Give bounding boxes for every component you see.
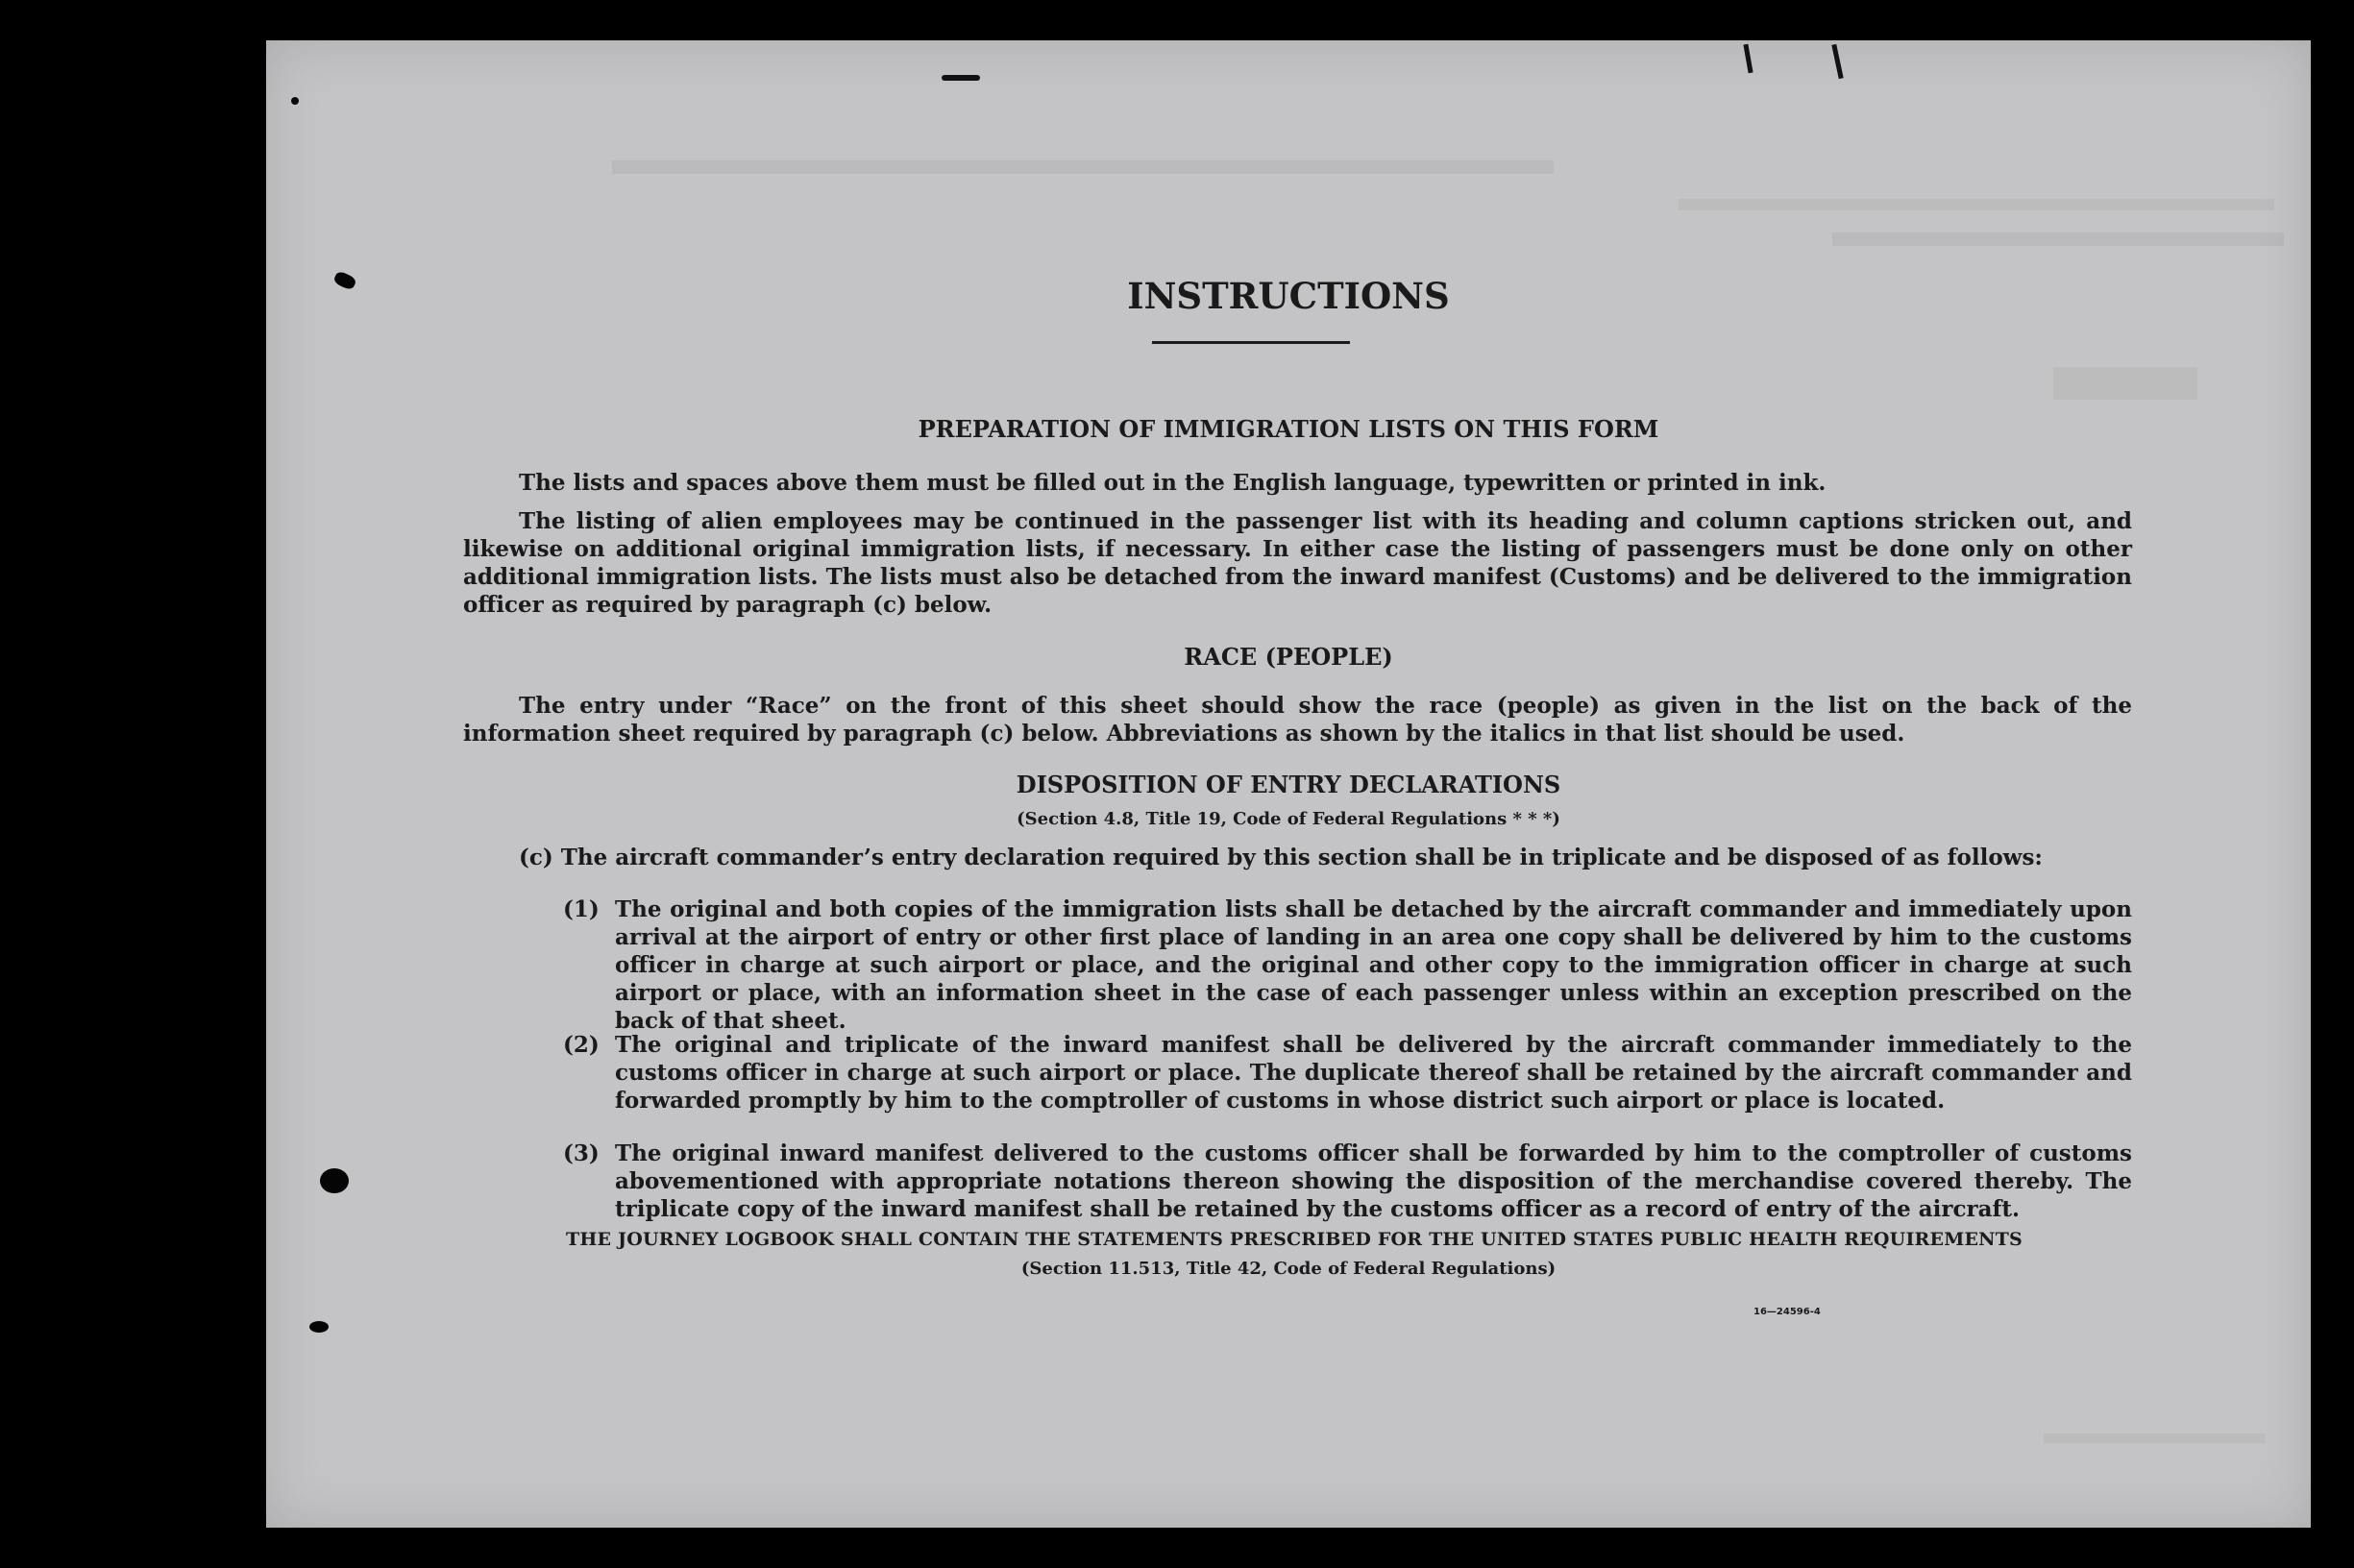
scan-speck <box>309 1321 329 1333</box>
heading-race: RACE (PEOPLE) <box>1184 643 1393 671</box>
list-item-text: The original inward manifest delivered to the customs officer shall be forwarded by him to the comptroller of customs abovementioned with appropriate notations thereon showing the disposition of the merchandise covered thereby. The triplicate copy of the inward manifest shall be retained by the customs officer as a record of entry of the aircraft. <box>615 1140 2132 1222</box>
scan-speck <box>320 1168 349 1193</box>
paragraph-text: The entry under “Race” on the front of this sheet should show the race (people) as given in the list on the back of the information sheet required by paragraph (c) below. Abbreviations as shown by the italics in that list should be used. <box>463 693 2132 747</box>
list-item-2 <box>563 1031 2132 1115</box>
document-sheet <box>266 40 2311 1528</box>
list-item-3 <box>563 1139 2132 1223</box>
page-title: INSTRUCTIONS <box>1127 275 1450 317</box>
list-item-number: (3) <box>563 1140 600 1166</box>
disposition-citation: (Section 4.8, Title 19, Code of Federal Regulations * * *) <box>1017 809 1560 829</box>
paragraph-text: (c) The aircraft commander’s entry declaration required by this section shall be in triplicate and be disposed of as follows: <box>519 845 2043 870</box>
list-item-text: The original and both copies of the immigration lists shall be detached by the aircraft commander and immediately upon arrival at the airport of entry or other first place of landing in an area one copy shall be delivered by him to the customs officer in charge at such airport or place, and the original and other copy to the immigration officer in charge at such airport or place, with an information sheet in the case of each passenger unless within an exception prescribed on the back of that sheet. <box>615 896 2132 1034</box>
title-underline <box>1152 341 1350 344</box>
heading-disposition: DISPOSITION OF ENTRY DECLARATIONS <box>1016 771 1561 798</box>
list-item-number: (1) <box>563 896 600 922</box>
journey-logbook-notice: THE JOURNEY LOGBOOK SHALL CONTAIN THE STATEMENTS PRESCRIBED FOR THE UNITED STATES PUBLIC HEALTH REQUIREMENTS <box>566 1229 2023 1250</box>
journey-logbook-citation: (Section 11.513, Title 42, Code of Federal Regulations) <box>1020 1259 1557 1279</box>
list-item-text: The original and triplicate of the inward manifest shall be delivered by the aircraft commander immediately to the customs officer in charge at such airport or place. The duplicate thereof shall be retained by the aircraft commander and forwarded promptly by him to the comptroller of customs in whose district such airport or place is located. <box>615 1032 2132 1114</box>
instructions-content <box>266 40 2311 1528</box>
heading-preparation: PREPARATION OF IMMIGRATION LISTS ON THIS FORM <box>918 415 1659 443</box>
paragraph-disposition-intro <box>463 844 2132 871</box>
paragraph-text: The lists and spaces above them must be filled out in the English language, typewritten or printed in ink. <box>519 470 1827 496</box>
list-item-1 <box>563 895 2132 1035</box>
paragraph-preparation-2 <box>463 507 2132 619</box>
paragraph-race <box>463 692 2132 747</box>
paragraph-text: The listing of alien employees may be continued in the passenger list with its heading and column captions stricken out, and likewise on additional original immigration lists, if necessary. In either case the listing of passengers must be done only on other additional immigration lists. The lists must also be detached from the inward manifest (Customs) and be delivered to the immigration officer as required by paragraph (c) below. <box>463 508 2132 618</box>
list-item-number: (2) <box>563 1032 600 1058</box>
form-number: 16—24596-4 <box>1753 1307 1821 1317</box>
paragraph-preparation-1 <box>463 469 2132 497</box>
scan-mark <box>942 75 980 81</box>
scan-speck <box>291 97 299 105</box>
